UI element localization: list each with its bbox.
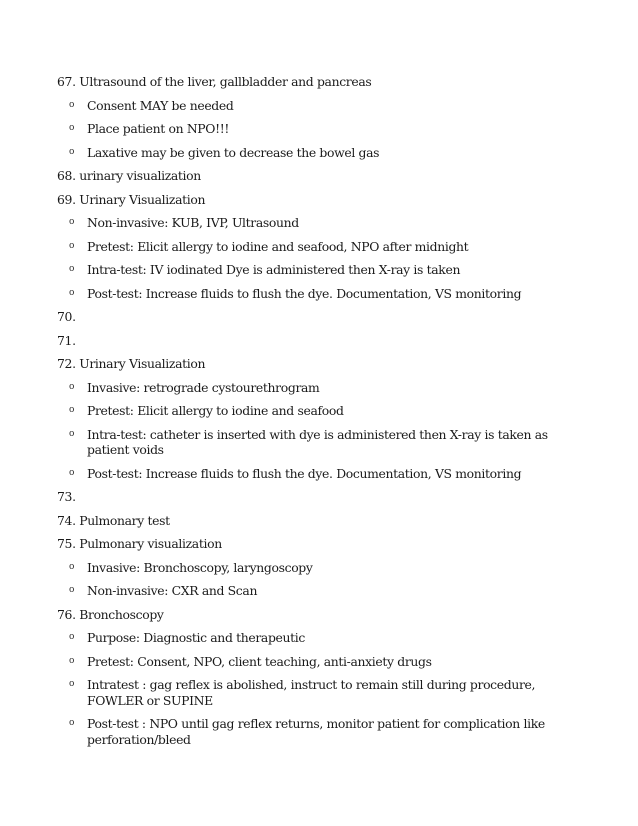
numbered-line: 69. Urinary Visualization bbox=[57, 191, 206, 207]
bullet-text: Intra-test: IV iodinated Dye is administered then X-ray is taken bbox=[87, 262, 461, 277]
bullet-item bbox=[57, 466, 577, 482]
circle-bullet-icon: o bbox=[69, 146, 75, 157]
bullet-text: Invasive: Bronchoscopy, laryngoscopy bbox=[87, 559, 313, 575]
circle-bullet-icon: o bbox=[69, 99, 75, 110]
circle-bullet-icon: o bbox=[69, 428, 75, 439]
bullet-item bbox=[57, 716, 577, 747]
circle-bullet-icon: o bbox=[69, 381, 75, 392]
bullet-item bbox=[57, 239, 577, 255]
bullet-text: Pretest: Consent, NPO, client teaching, anti-anxiety drugs bbox=[87, 653, 432, 669]
circle-bullet-icon: o bbox=[69, 467, 75, 478]
bullet-text: Pretest: Elicit allergy to iodine and seafood bbox=[87, 403, 344, 418]
numbered-line: 67. Ultrasound of the liver, gallbladder and pancreas bbox=[57, 74, 372, 89]
circle-bullet-icon: o bbox=[69, 405, 75, 415]
bullet-item bbox=[57, 654, 577, 670]
bullet-item bbox=[57, 98, 577, 114]
numbered-line: 72. Urinary Visualization bbox=[57, 356, 206, 371]
circle-bullet-icon: o bbox=[69, 123, 75, 133]
bullet-item bbox=[57, 427, 577, 458]
bullet-item bbox=[57, 403, 577, 419]
bullet-text: Purpose: Diagnostic and therapeutic bbox=[87, 630, 305, 645]
bullet-text: Consent MAY be needed bbox=[87, 97, 234, 113]
bullet-text: Post-test: Increase fluids to flush the dye. Documentation, VS monitoring bbox=[87, 465, 522, 481]
bullet-item bbox=[57, 215, 577, 231]
bullet-text: Post-test : NPO until gag reflex returns, monitor patient for complication like perforation/bleed bbox=[87, 716, 545, 747]
circle-bullet-icon: o bbox=[69, 655, 75, 666]
bullet-text: Pretest: Elicit allergy to iodine and seafood, NPO after midnight bbox=[87, 238, 469, 254]
numbered-line: 76. Bronchoscopy bbox=[57, 606, 164, 622]
bullet-text: Place patient on NPO!!! bbox=[87, 121, 229, 136]
bullet-item bbox=[57, 145, 577, 161]
bullet-item bbox=[57, 560, 577, 576]
bullet-text: Intratest : gag reflex is abolished, instruct to remain still during procedure, FOWLER or SUPINE bbox=[87, 677, 536, 708]
numbered-line: 68. urinary visualization bbox=[57, 168, 201, 183]
bullet-item bbox=[57, 286, 577, 302]
document-body bbox=[57, 74, 577, 755]
circle-bullet-icon: o bbox=[69, 217, 75, 227]
bullet-item bbox=[57, 630, 577, 646]
bullet-item bbox=[57, 121, 577, 137]
bullet-item bbox=[57, 262, 577, 278]
circle-bullet-icon: o bbox=[69, 264, 75, 274]
bullet-item bbox=[57, 583, 577, 599]
bullet-item bbox=[57, 677, 577, 708]
circle-bullet-icon: o bbox=[69, 585, 75, 595]
bullet-item bbox=[57, 380, 577, 396]
numbered-line: 75. Pulmonary visualization bbox=[57, 536, 222, 551]
numbered-line: 74. Pulmonary test bbox=[57, 512, 170, 528]
bullet-text: Non-invasive: KUB, IVP, Ultrasound bbox=[87, 215, 299, 230]
circle-bullet-icon: o bbox=[69, 632, 75, 642]
circle-bullet-icon: o bbox=[69, 240, 75, 251]
bullet-text: Invasive: retrograde cystourethrogram bbox=[87, 379, 320, 395]
circle-bullet-icon: o bbox=[69, 287, 75, 298]
numbered-line: 70. bbox=[57, 309, 76, 324]
circle-bullet-icon: o bbox=[69, 561, 75, 572]
numbered-line: 71. bbox=[57, 332, 76, 348]
circle-bullet-icon: o bbox=[69, 718, 75, 728]
circle-bullet-icon: o bbox=[69, 679, 75, 689]
numbered-line: 73. bbox=[57, 489, 76, 504]
bullet-text: Laxative may be given to decrease the bowel gas bbox=[87, 144, 380, 160]
bullet-text: Post-test: Increase fluids to flush the dye. Documentation, VS monitoring bbox=[87, 285, 522, 301]
bullet-text: Intra-test: catheter is inserted with dye is administered then X-ray is taken as patient voids bbox=[87, 426, 548, 457]
bullet-text: Non-invasive: CXR and Scan bbox=[87, 583, 258, 598]
